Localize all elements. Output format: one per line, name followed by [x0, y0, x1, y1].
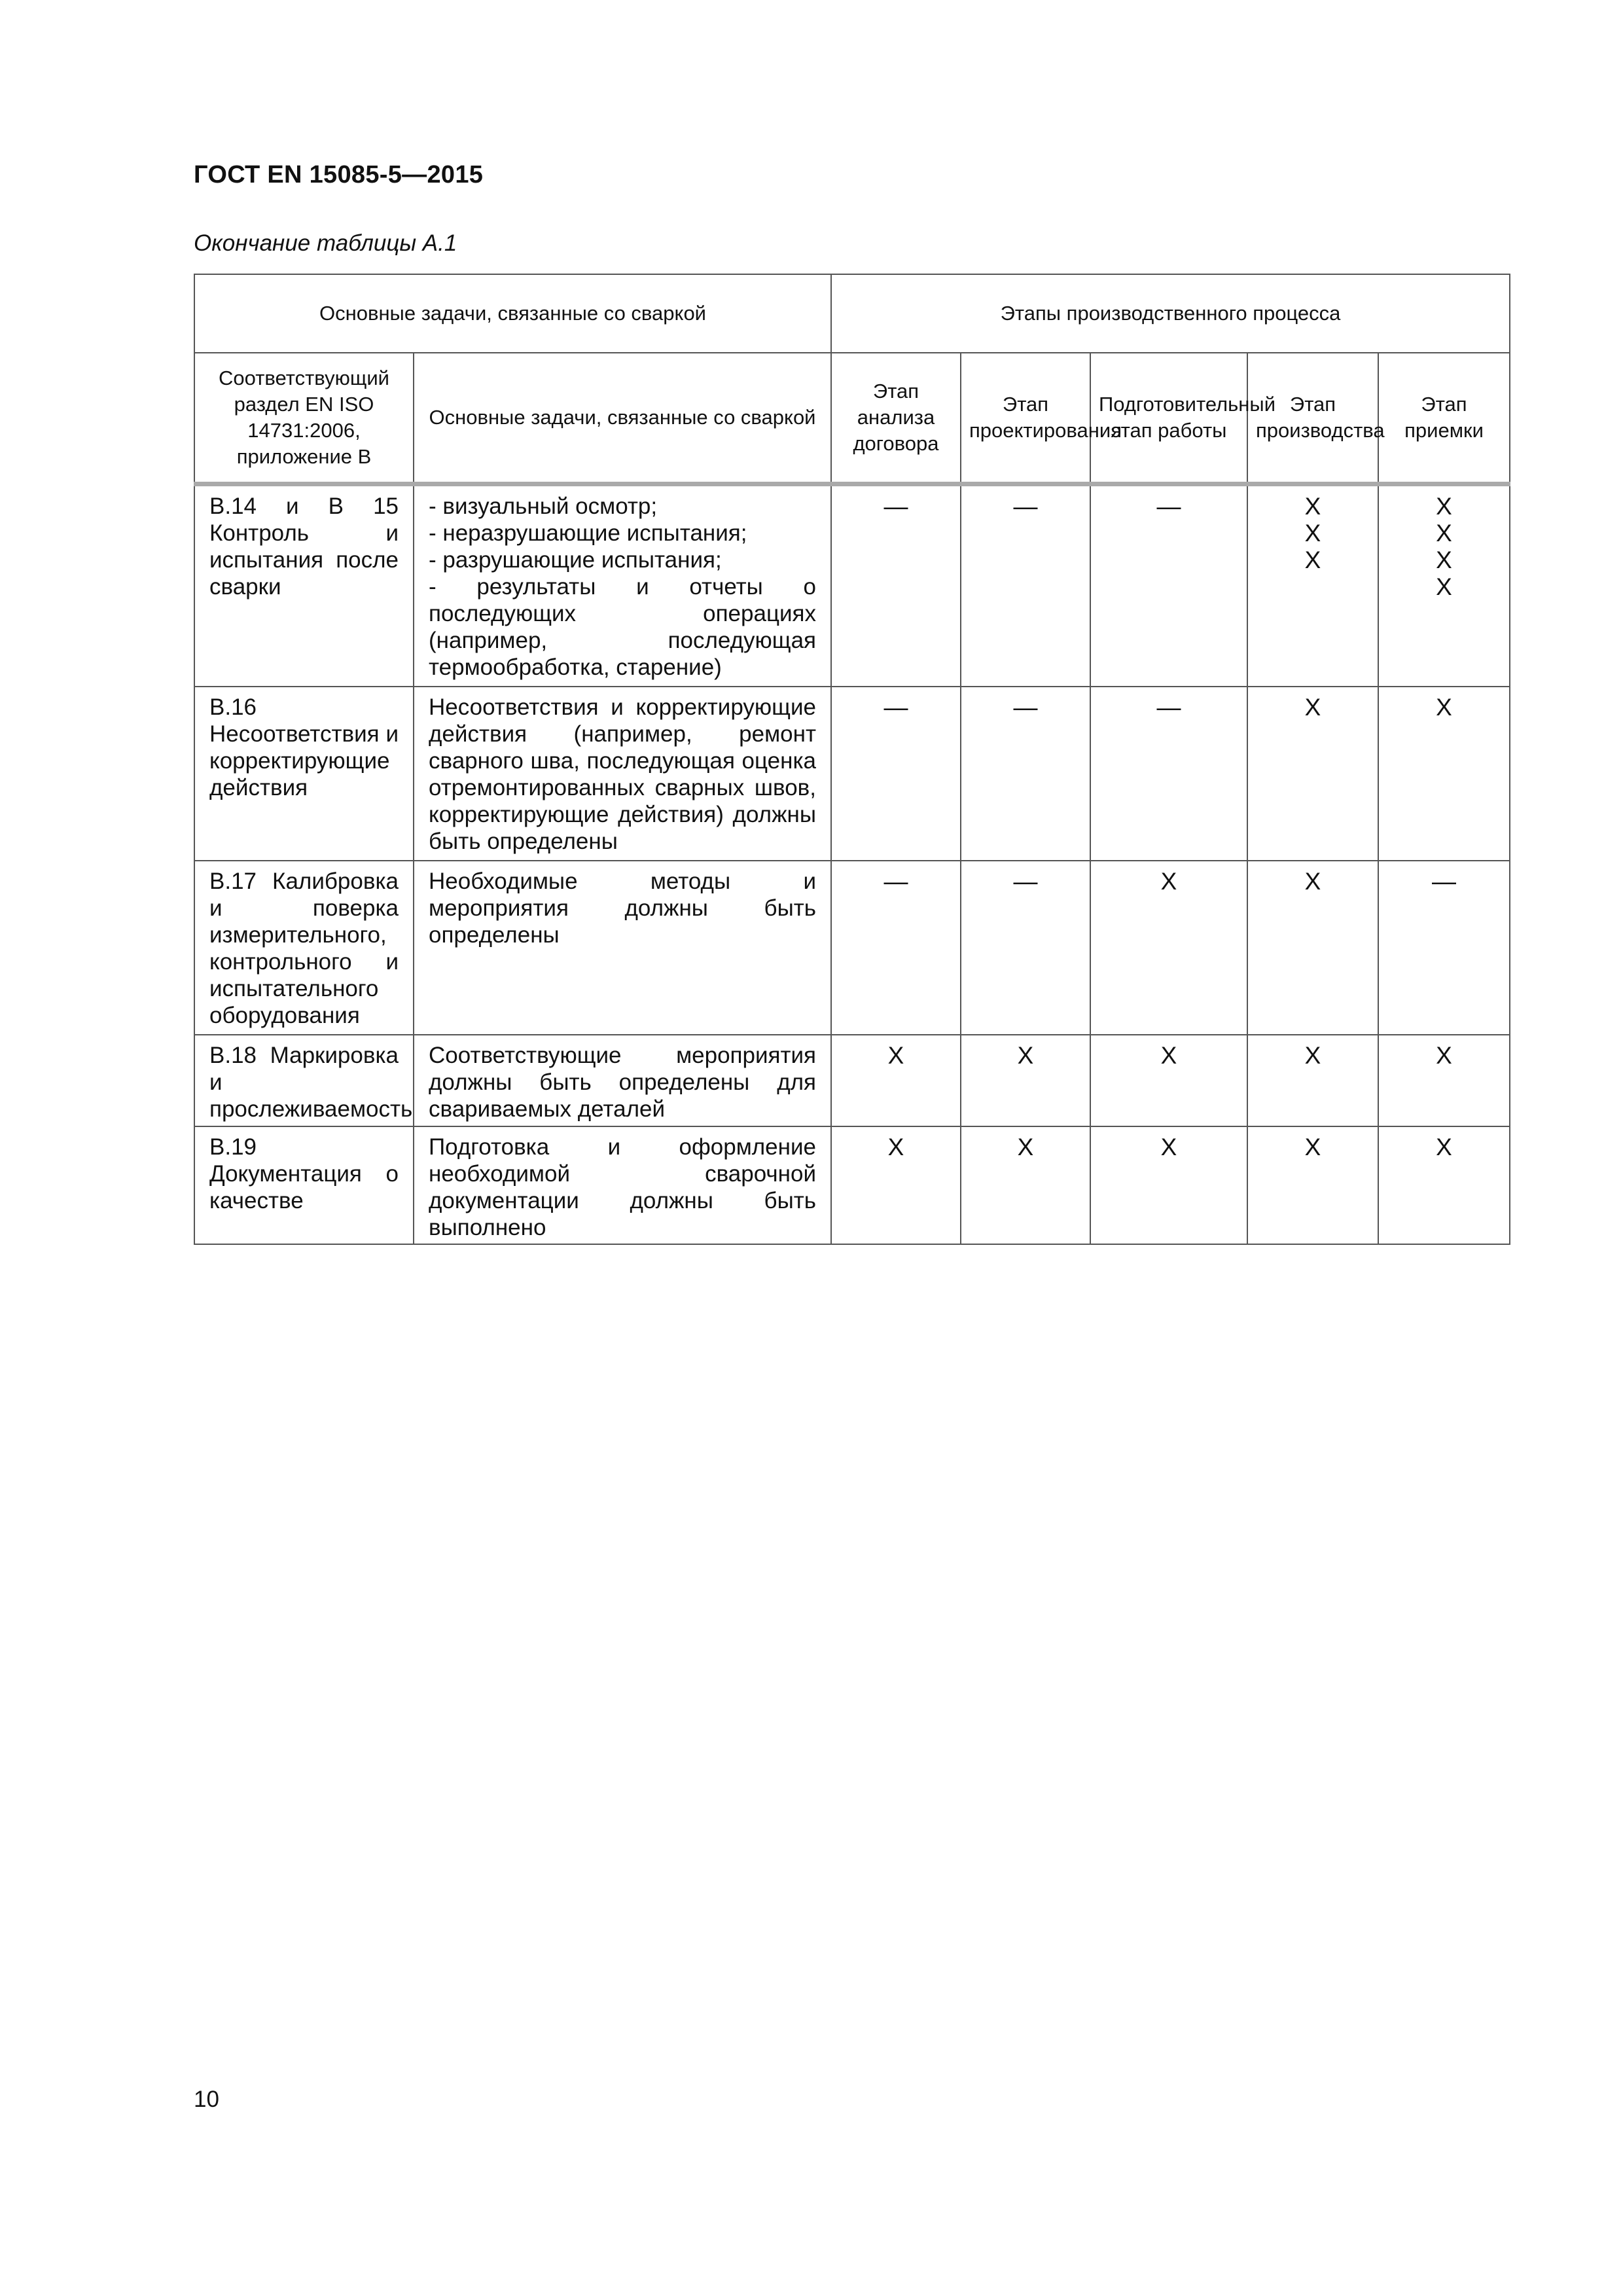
cell-stage-mark: [1090, 861, 1247, 1035]
table-row: [194, 861, 1510, 1035]
table-row: [194, 484, 1510, 687]
cell-task: [414, 861, 831, 1035]
stage-mark: X: [1436, 546, 1452, 573]
cell-task: [414, 687, 831, 861]
cell-stage-mark: [961, 484, 1090, 687]
column-header-stage-contract-text: Этап анализа договора: [853, 379, 939, 455]
stage-mark: X: [1436, 1134, 1452, 1160]
stage-mark: X: [1160, 1042, 1177, 1069]
column-header-stage-design-text: Этап проектирования: [969, 392, 1122, 442]
column-header-stage-preparation: [1090, 353, 1276, 484]
stage-mark: X: [887, 1042, 904, 1069]
stage-mark: —: [1013, 868, 1038, 895]
cell-stage-mark: [1247, 1126, 1378, 1244]
column-header-section-text: Соответствующий раздел EN ISO 14731:2006, приложение В: [219, 366, 389, 468]
task-line: - результаты и отчеты о последующих операциях (например, последующая термообработка, старение): [429, 573, 816, 680]
stage-mark: —: [883, 492, 908, 520]
cell-task: [414, 1126, 831, 1244]
group-header-tasks: [194, 274, 831, 353]
task-line: - визуальный осмотр;: [429, 493, 658, 519]
cell-stage-mark: [1090, 484, 1247, 687]
table-row: [194, 1126, 1510, 1244]
section-text: В.16 Несоответствия и корректирующие действия: [209, 694, 399, 800]
header-row-columns: [194, 353, 1510, 484]
cell-stage-mark: [1090, 687, 1247, 861]
cell-stage-mark: [961, 687, 1090, 861]
requirements-table: [194, 274, 1510, 1245]
cell-stage-mark: [831, 484, 961, 687]
cell-section: [194, 861, 414, 1035]
task-line: - разрушающие испытания;: [429, 547, 722, 573]
stage-mark: X: [1436, 519, 1452, 547]
stage-mark: —: [883, 694, 908, 721]
column-header-stage-contract: [831, 353, 961, 484]
header-row-group: [194, 274, 1510, 353]
cell-section: [194, 484, 414, 687]
cell-stage-mark: [1378, 1035, 1510, 1126]
stage-mark: X: [1304, 519, 1321, 547]
column-header-stage-production-text: Этап производства: [1256, 392, 1385, 442]
stage-mark: X: [1436, 492, 1452, 520]
stage-mark: X: [1304, 694, 1321, 721]
cell-section: [194, 1126, 414, 1244]
column-header-tasks: [414, 353, 831, 484]
page-number: 10: [194, 2087, 219, 2112]
table-row: [194, 687, 1510, 861]
stage-mark: X: [1160, 1134, 1177, 1160]
task-line: Соответствующие мероприятия должны быть определены для свариваемых деталей: [429, 1043, 816, 1122]
cell-stage-mark: [1247, 1035, 1378, 1126]
cell-stage-mark: [1247, 687, 1378, 861]
stage-mark: —: [1013, 694, 1038, 721]
column-header-stage-acceptance: [1378, 353, 1510, 484]
stage-mark: —: [883, 868, 908, 895]
column-header-stage-preparation-text: Подготовительный этап работы: [1099, 392, 1276, 442]
cell-stage-mark: [1378, 484, 1510, 687]
document-title: ГОСТ EN 15085-5—2015: [194, 161, 484, 188]
task-line: Необходимые методы и мероприятия должны быть определены: [429, 869, 816, 948]
cell-stage-mark: [831, 861, 961, 1035]
column-header-stage-production: [1247, 353, 1385, 484]
stage-mark: —: [1013, 492, 1038, 520]
section-text: В.14 и В 15 Контроль и испытания после сварки: [209, 493, 399, 600]
task-line: Несоответствия и корректирующие действия (например, ремонт сварного шва, последующая оценка отремонтированных сварных швов, корректирующие действия) должны быть определены: [429, 694, 816, 854]
group-header-tasks-text: Основные задачи, связанные со сваркой: [319, 302, 706, 325]
stage-mark: —: [1156, 492, 1181, 520]
group-header-stages: [831, 274, 1510, 353]
column-header-stage-acceptance-text: Этап приемки: [1404, 392, 1484, 442]
cell-task: [414, 484, 831, 687]
section-text: В.17 Калибровка и поверка измерительного, контрольного и испытательного оборудования: [209, 869, 399, 1028]
section-text: В.19 Документация о качестве: [209, 1134, 399, 1213]
cell-section: [194, 687, 414, 861]
cell-stage-mark: [1378, 861, 1510, 1035]
stage-mark: X: [1304, 868, 1321, 895]
stage-mark: X: [1160, 868, 1177, 895]
stage-mark: X: [1017, 1134, 1034, 1160]
task-line: - неразрушающие испытания;: [429, 520, 747, 546]
cell-task: [414, 1035, 831, 1126]
stage-mark: X: [1304, 492, 1321, 520]
cell-stage-mark: [961, 861, 1090, 1035]
section-text: В.18 Маркировка и прослеживаемость: [209, 1043, 413, 1122]
stage-mark: X: [1436, 573, 1452, 600]
group-header-stages-text: Этапы производственного процесса: [1000, 302, 1341, 325]
column-header-tasks-text: Основные задачи, связанные со сваркой: [429, 405, 816, 429]
cell-stage-mark: [1247, 484, 1378, 687]
cell-stage-mark: [961, 1035, 1090, 1126]
stage-mark: —: [1432, 868, 1456, 895]
cell-stage-mark: [831, 1126, 961, 1244]
cell-stage-mark: [1378, 1126, 1510, 1244]
column-header-stage-design: [961, 353, 1122, 484]
stage-mark: X: [1304, 546, 1321, 573]
stage-mark: —: [1156, 694, 1181, 721]
cell-section: [194, 1035, 414, 1126]
cell-stage-mark: [1247, 861, 1378, 1035]
stage-mark: X: [1436, 1042, 1452, 1069]
table-row: [194, 1035, 1510, 1126]
stage-mark: X: [1017, 1042, 1034, 1069]
cell-stage-mark: [831, 1035, 961, 1126]
stage-mark: X: [1304, 1042, 1321, 1069]
cell-stage-mark: [1090, 1126, 1247, 1244]
stage-mark: X: [1436, 694, 1452, 721]
task-line: Подготовка и оформление необходимой сварочной документации должны быть выполнено: [429, 1134, 816, 1240]
cell-stage-mark: [831, 687, 961, 861]
cell-stage-mark: [1090, 1035, 1247, 1126]
table-caption: Окончание таблицы А.1: [194, 230, 457, 256]
cell-stage-mark: [1378, 687, 1510, 861]
stage-mark: X: [887, 1134, 904, 1160]
column-header-section: [194, 353, 414, 484]
cell-stage-mark: [961, 1126, 1090, 1244]
stage-mark: X: [1304, 1134, 1321, 1160]
